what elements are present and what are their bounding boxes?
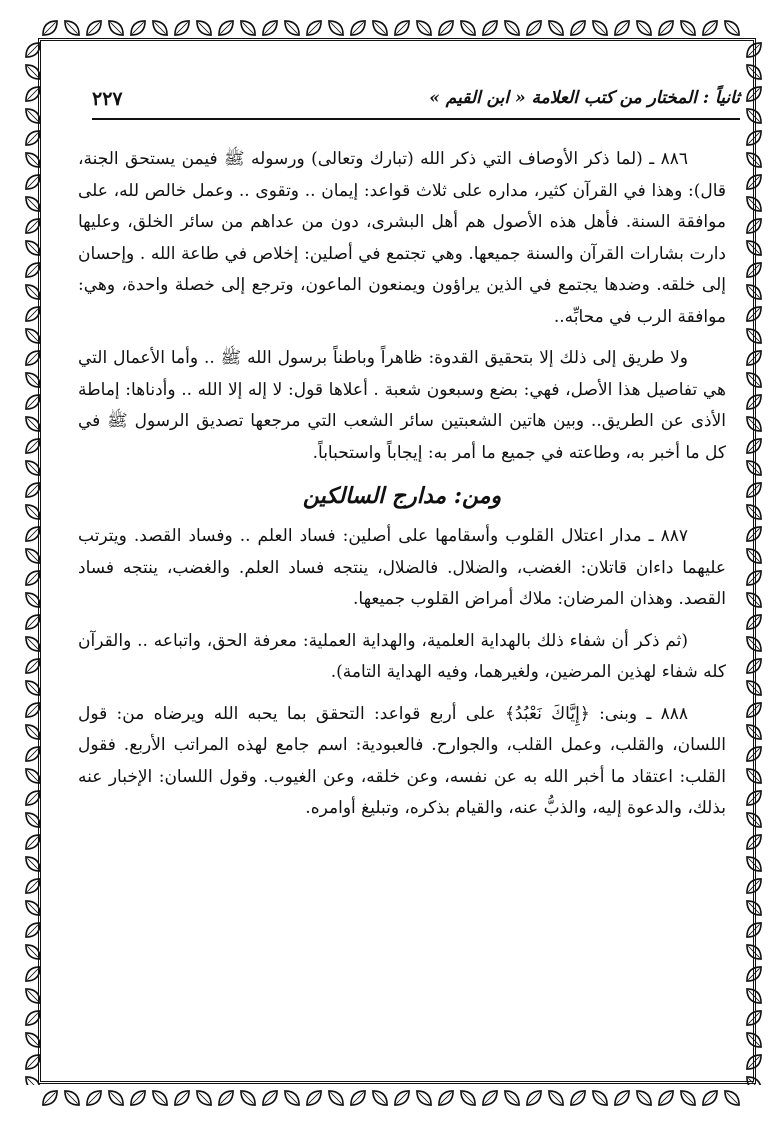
running-title: ثانياً : المختار من كتب العلامة « ابن القيم » (429, 88, 740, 108)
paragraph-886: ٨٨٦ ـ (لما ذكر الأوصاف التي ذكر الله (تبارك وتعالى) ورسوله ﷺ فيمن يستحق الجنة، قال): وهذا في القرآن كثير، مداره على ثلاث قواعد: إيمان .. وتقوى .. وعمل خالص لله، على موافقة السنة. فأهل هذه الأصول هم أهل البشرى، دون من عداهم من سائر الخلق، وعليها دارت بشارات القرآن والسنة جميعها. وهي تجتمع في أصلين: إخلاص في طاعة الله . وإحسان إلى خلقه. وضدها يجتمع في الذين يراؤون ويمنعون الماعون، وترجع إلى خصلة واحدة، وهي: موافقة الرب في محابِّه.. (78, 149, 727, 327)
page-number: ٢٢٧ (92, 88, 123, 110)
paragraph-886-continued: ولا طريق إلى ذلك إلا بتحقيق القدوة: ظاهراً وباطناً برسول الله ﷺ .. وأما الأعمال التي هي تفاصيل هذا الأصل، فهي: بضع وسبعون شعبة . أعلاها قول: لا إله إلا الله .. وأدناها: إماطة الأذى عن الطريق.. وبين هاتين الشعبتين سائر الشعب التي مرجعها تصديق الرسول ﷺ في كل ما أخبر به، وطاعته في جميع ما أمر به: إيجاباً واستحباباً. (78, 348, 726, 463)
section-heading: ومن: مدارج السالكين (302, 483, 502, 509)
paragraph-887-continued: (ثم ذكر أن شفاء ذلك بالهداية العلمية، والهداية العملية: معرفة الحق، واتباعه .. والقرآن كله شفاء لهذين المرضين، ولغيرهما، وفيه الهداية التامة). (78, 630, 726, 682)
page-body (78, 144, 726, 1064)
paragraph-888: ٨٨٨ ـ وبنى: ﴿إِيَّاكَ نَعْبُدُ﴾ على أربع قواعد: التحقق بما يحبه الله ويرضاه من: قول اللسان، والقلب، وعمل القلب، والجوارح. فالعبودية: اسم جامع لهذه المراتب الأربع. فقول القلب: اعتقاد ما أخبر الله به عن نفسه، وعن خلقه، وعن الغيوب. وقول اللسان: الإخبار عنه بذلك، والدعوة إليه، والذبُّ عنه، والقيام بذكره، وتبليغ أوامره. (78, 703, 726, 818)
page-header (92, 84, 740, 120)
paragraph-887: ٨٨٧ ـ مدار اعتلال القلوب وأسقامها على أصلين: فساد العلم .. وفساد القصد. ويترتب عليهما داءان قاتلان: الغضب، والضلال. فالضلال، ينتجه فساد العلم. والغضب، ينتجه فساد القصد. وهذان المرضان: ملاك أمراض القلوب جميعها. (78, 526, 726, 609)
ornamental-border-bottom (40, 1078, 745, 1118)
